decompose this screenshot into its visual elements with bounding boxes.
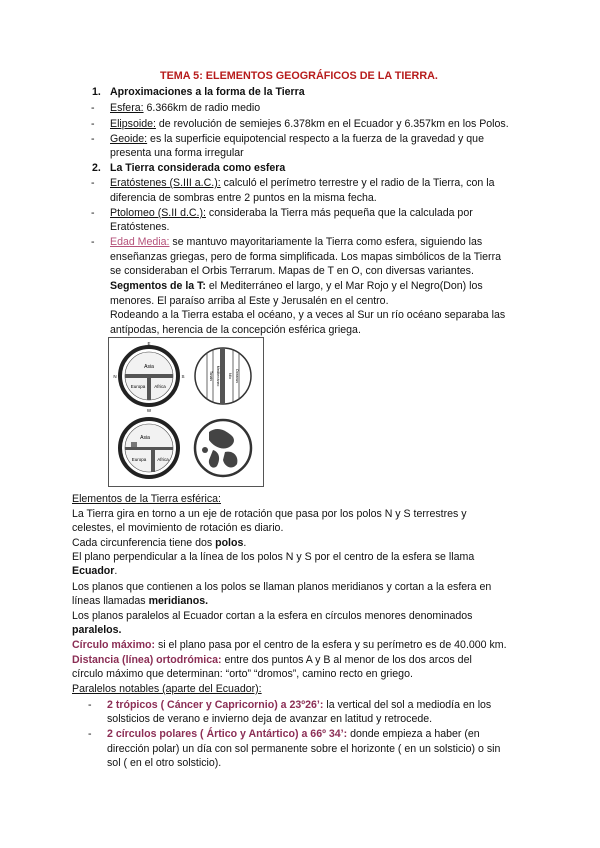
map1-compass-n: E (147, 341, 151, 346)
p2-text: Cada circunferencia tiene dos (72, 537, 216, 549)
geoide-label: Geoide: (110, 133, 148, 145)
circulos-polares-line-3: sol ( en el otro solsticio). (107, 757, 222, 769)
circulos-polares-line-2: dirección polar) un día con sol permanente sobre el horizonte ( en un solsticio) o sin (107, 743, 501, 755)
p4-text: líneas llamadas (72, 595, 149, 607)
tropicos-continuation: solsticios de verano e invierno deja de avanzar en latitud y retrocede. (107, 713, 433, 725)
t-o-map-striped (195, 348, 251, 404)
elipsoide-label: Elipsoide: (110, 118, 156, 130)
section-1-heading: Aproximaciones a la forma de la Tierra (110, 86, 305, 98)
map2-tanais: Tanais (209, 370, 213, 382)
map2-mediterraneo: Mediterráneo (216, 365, 220, 387)
elements-p2 (72, 536, 246, 551)
elements-p3: El plano perpendicular a la línea de los polos N y S por el centro de la esfera se llama (72, 551, 475, 563)
p3-ecuador: Ecuador (72, 565, 115, 577)
page-title: TEMA 5: ELEMENTOS GEOGRÁFICOS DE LA TIERRA. (160, 70, 438, 82)
t-o-map-irregular (195, 420, 251, 476)
esfera-text: 6.366km de radio medio (143, 102, 261, 114)
tropicos-item (107, 698, 491, 713)
tropicos-text: la vertical del sol a mediodía en los (323, 699, 492, 711)
map2-nilo: Nilo (228, 372, 232, 380)
p4-meridianos: meridianos. (148, 595, 209, 607)
edad-media-label: Edad Media: (110, 236, 170, 248)
map1-compass-e: S (181, 374, 185, 379)
geoide-text: es la superficie equipotencial respecto a la fuerza de la gravedad y que (147, 133, 484, 145)
list-item-edad-media (110, 235, 482, 250)
esfera-label: Esfera: (110, 102, 144, 114)
tropicos-label: 2 trópicos ( Cáncer y Capricornio) a 23º26’: (107, 699, 324, 711)
ptolomeo-continuation: Eratóstenes. (110, 221, 170, 233)
map1-asia: Asia (144, 364, 154, 370)
map3-africa: Africa (157, 457, 169, 462)
map1-compass-w: N (113, 374, 117, 379)
ocean-line-1: Rodeando a la Tierra estaba el océano, y a veces al Sur un río océano separaba las (110, 309, 506, 321)
segments-text: el Mediterráneo el largo, y el Mar Rojo y el Negro(Don) los (205, 280, 483, 292)
elements-p4-cont (72, 594, 208, 609)
bullet-dash: - (91, 102, 95, 114)
map1-compass-s: W (146, 408, 152, 413)
list-item-geoide (110, 132, 484, 147)
t-o-map-classic (113, 341, 184, 413)
bullet-dash: - (88, 699, 92, 711)
bullet-dash: - (91, 177, 95, 189)
t-o-maps-figure (108, 337, 264, 487)
segments-line (110, 279, 483, 294)
map1-africa: Africa (154, 384, 166, 389)
map3-europa: Europa (131, 457, 147, 462)
map1-europa: Europa (130, 384, 146, 389)
map2-oceanus: Oceanus (235, 368, 239, 384)
list-item-ptolomeo (110, 206, 473, 221)
circulo-maximo-label: Círculo máximo: (72, 639, 156, 651)
p2-end: . (243, 537, 247, 549)
eratostenes-label: Eratóstenes (S.III a.C.): (110, 177, 221, 189)
ocean-line-2: antípodas, herencia de la concepción esférica griega. (110, 324, 361, 336)
circulos-polares-label: 2 círculos polares ( Ártico y Antártico) a 66º 34’: (107, 728, 348, 740)
map3-asia: Asia (140, 435, 150, 441)
elements-p1-cont: celestes, el movimiento de rotación es diario. (72, 522, 284, 534)
elements-p7-cont: círculo máximo que determinan: “orto” “dromos”, camino recto en griego. (72, 668, 413, 680)
circulo-maximo-text: si el plano pasa por el centro de la esfera y su perímetro es de 40.000 km. (155, 639, 507, 651)
edad-media-line-2: se consideraban el Orbis Terrarum. Mapas de T en O, con diversas variantes. (110, 265, 474, 277)
bullet-dash: - (91, 207, 95, 219)
section-1-number: 1. (92, 86, 101, 98)
bullet-dash: - (91, 118, 95, 130)
elements-p3-cont (72, 564, 117, 579)
edad-media-line-1: enseñanzas griegas, pero de forma simplificada. Los mapas simbólicos de la Tierra (110, 251, 501, 263)
elements-heading: Elementos de la Tierra esférica: (72, 493, 221, 505)
geoide-continuation: presenta una forma irregular (110, 147, 244, 159)
elements-p6 (72, 638, 507, 653)
elements-p4: Los planos que contienen a los polos se llaman planos meridianos y cortan a la esfera en (72, 581, 492, 593)
ortodromica-text: entre dos puntos A y B al menor de los dos arcos del (221, 654, 472, 666)
elements-p5: Los planos paralelos al Ecuador cortan a la esfera en círculos menores denominados (72, 610, 473, 622)
paralelos-notables-heading: Paralelos notables (aparte del Ecuador): (72, 683, 262, 695)
t-o-map-variant (120, 419, 178, 477)
elements-p7 (72, 653, 472, 668)
section-2-number: 2. (92, 162, 101, 174)
circulos-polares-item (107, 727, 480, 742)
list-item-eratostenes (110, 176, 494, 191)
ortodromica-label: Distancia (línea) ortodrómica: (72, 654, 222, 666)
section-2-heading: La Tierra considerada como esfera (110, 162, 286, 174)
eratostenes-text: calculó el perímetro terrestre y el radio de la Tierra, con la (220, 177, 495, 189)
bullet-dash: - (91, 236, 95, 248)
segments-label: Segmentos de la T: (110, 280, 206, 292)
eratostenes-continuation: diferencia de sombras entre 2 puntos en la misma fecha. (110, 192, 377, 204)
p3-end: . (114, 565, 118, 577)
bullet-dash: - (88, 728, 92, 740)
bullet-dash: - (91, 133, 95, 145)
ptolomeo-label: Ptolomeo (S.II d.C.): (110, 207, 206, 219)
elements-p5-paralelos: paralelos. (72, 624, 122, 636)
ptolomeo-text: consideraba la Tierra más pequeña que la calculada por (205, 207, 473, 219)
edad-media-text: se mantuvo mayoritariamente la Tierra como esfera, siguiendo las (169, 236, 483, 248)
circulos-polares-text: donde empieza a haber (en (347, 728, 480, 740)
elements-p1: La Tierra gira en torno a un eje de rotación que pasa por los polos N y S terrestres y (72, 508, 467, 520)
p2-polos: polos (215, 537, 244, 549)
elipsoide-text: de revolución de semiejes 6.378km en el Ecuador y 6.357km en los Polos. (155, 118, 509, 130)
list-item-elipsoide (110, 117, 509, 132)
segments-continuation: menores. El paraíso arriba al Este y Jerusalén en el centro. (110, 295, 389, 307)
list-item-esfera (110, 101, 260, 116)
